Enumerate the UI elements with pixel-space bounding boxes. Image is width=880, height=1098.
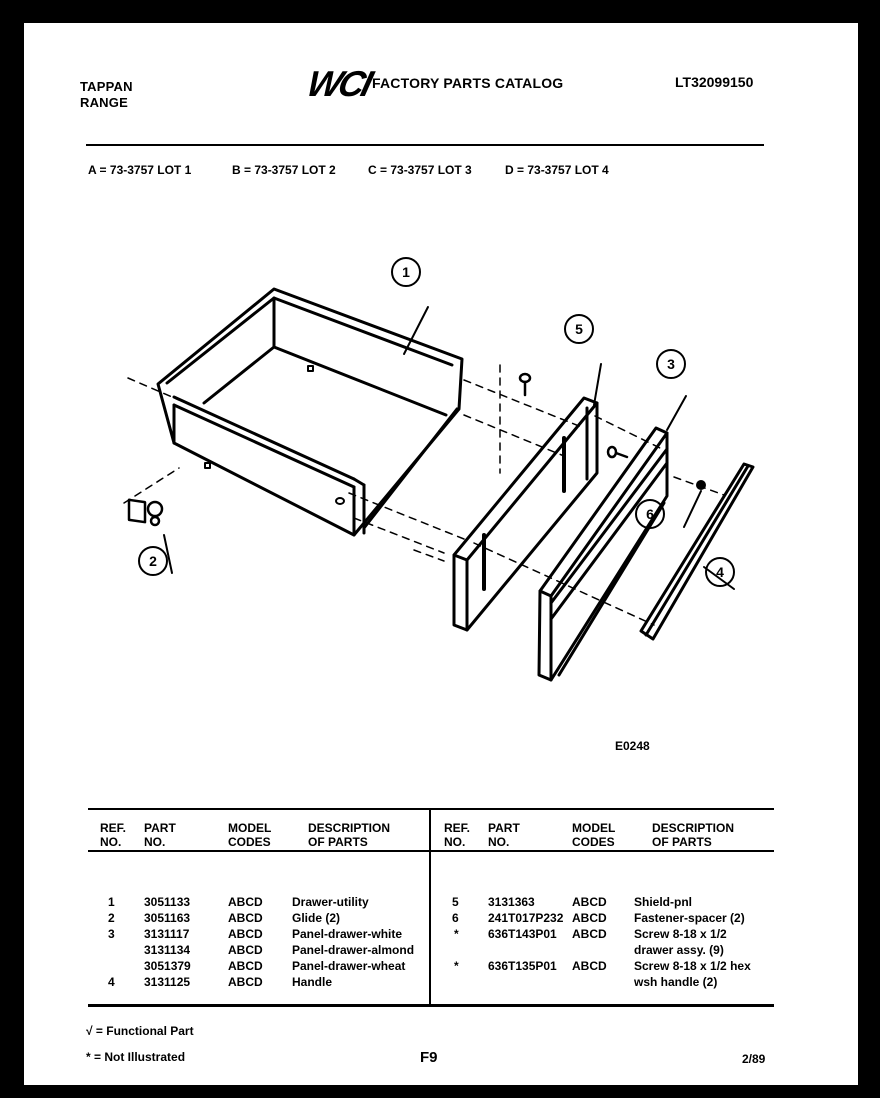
model-code-c: C = 73-3757 LOT 3 [368,163,472,177]
figure-code: E0248 [615,739,650,753]
table-header-rule [88,850,774,852]
product-type: RANGE [80,95,128,110]
callout-leaders [164,307,734,589]
table-column-divider [429,808,431,1005]
handle-part [641,464,753,639]
panel-drawer-part [539,428,667,680]
table-bottom-rule [88,1004,774,1007]
callout-6: 6 [635,499,665,529]
legend-not-illustrated: * = Not Illustrated [86,1050,186,1064]
catalog-title: FACTORY PARTS CATALOG [372,75,564,91]
header-divider [86,144,764,146]
header-model-codes-left: MODEL CODES [228,821,272,849]
callout-3: 3 [656,349,686,379]
header-ref-no-left: REF. NO. [100,821,127,849]
screw-side [608,447,627,457]
callout-2: 2 [138,546,168,576]
header-description-right: DESCRIPTION OF PARTS [652,821,735,849]
header-part-no-right: PART NO. [488,821,520,849]
shield-panel-part [454,398,597,630]
table-top-rule [88,808,774,810]
callout-1: 1 [391,257,421,287]
callout-4: 4 [705,557,735,587]
fastener-spacer-part [696,480,706,490]
model-code-b: B = 73-3757 LOT 2 [232,163,336,177]
legend-functional-part: √ = Functional Part [86,1024,194,1038]
header-ref-no-right: REF. NO. [444,821,471,849]
page-code: F9 [420,1049,438,1066]
drawer-utility-part [158,289,462,535]
callout-5: 5 [564,314,594,344]
glide-part [129,500,162,525]
brand-block [80,79,133,111]
exploded-parts-diagram [94,243,794,723]
model-code-d: D = 73-3757 LOT 4 [505,163,609,177]
catalog-number: LT32099150 [675,74,754,90]
header-part-no-left: PART NO. [144,821,176,849]
header-model-codes-right: MODEL CODES [572,821,616,849]
catalog-page [24,23,858,1085]
brand-name: TAPPAN [80,79,133,94]
header-description-left: DESCRIPTION OF PARTS [308,821,391,849]
wci-logo: WCI [303,63,375,104]
model-code-a: A = 73-3757 LOT 1 [88,163,192,177]
revision-date: 2/89 [742,1052,766,1066]
screw-top [520,374,530,395]
parts-table: REF. NO. PART NO. MODEL CODES DESCRIPTION OF PARTS REF. NO. PART NO. MODEL CODES DESCRIPTION OF PARTS 1 3051133 ABCD Drawer-utility 2 3051163 ABCD Glide (2) 3 3131117 ABCD Panel-drawer-white 3131134 ABCD Panel-drawer-almond 3051379 ABCD Panel-drawer-wheat 4 3131125 ABCD Handle 5 3131363 ABCD Shield-pnl 6 241T017P232 ABCD Fastener-spacer (2) * 636T143P01 ABCD Screw 8-18 x 1/2 drawer assy. (9) * 636T135P01 ABCD Screw 8-18 x 1/2 hex wsh handle (2) [88,808,774,1008]
model-code-legend [88,163,609,177]
